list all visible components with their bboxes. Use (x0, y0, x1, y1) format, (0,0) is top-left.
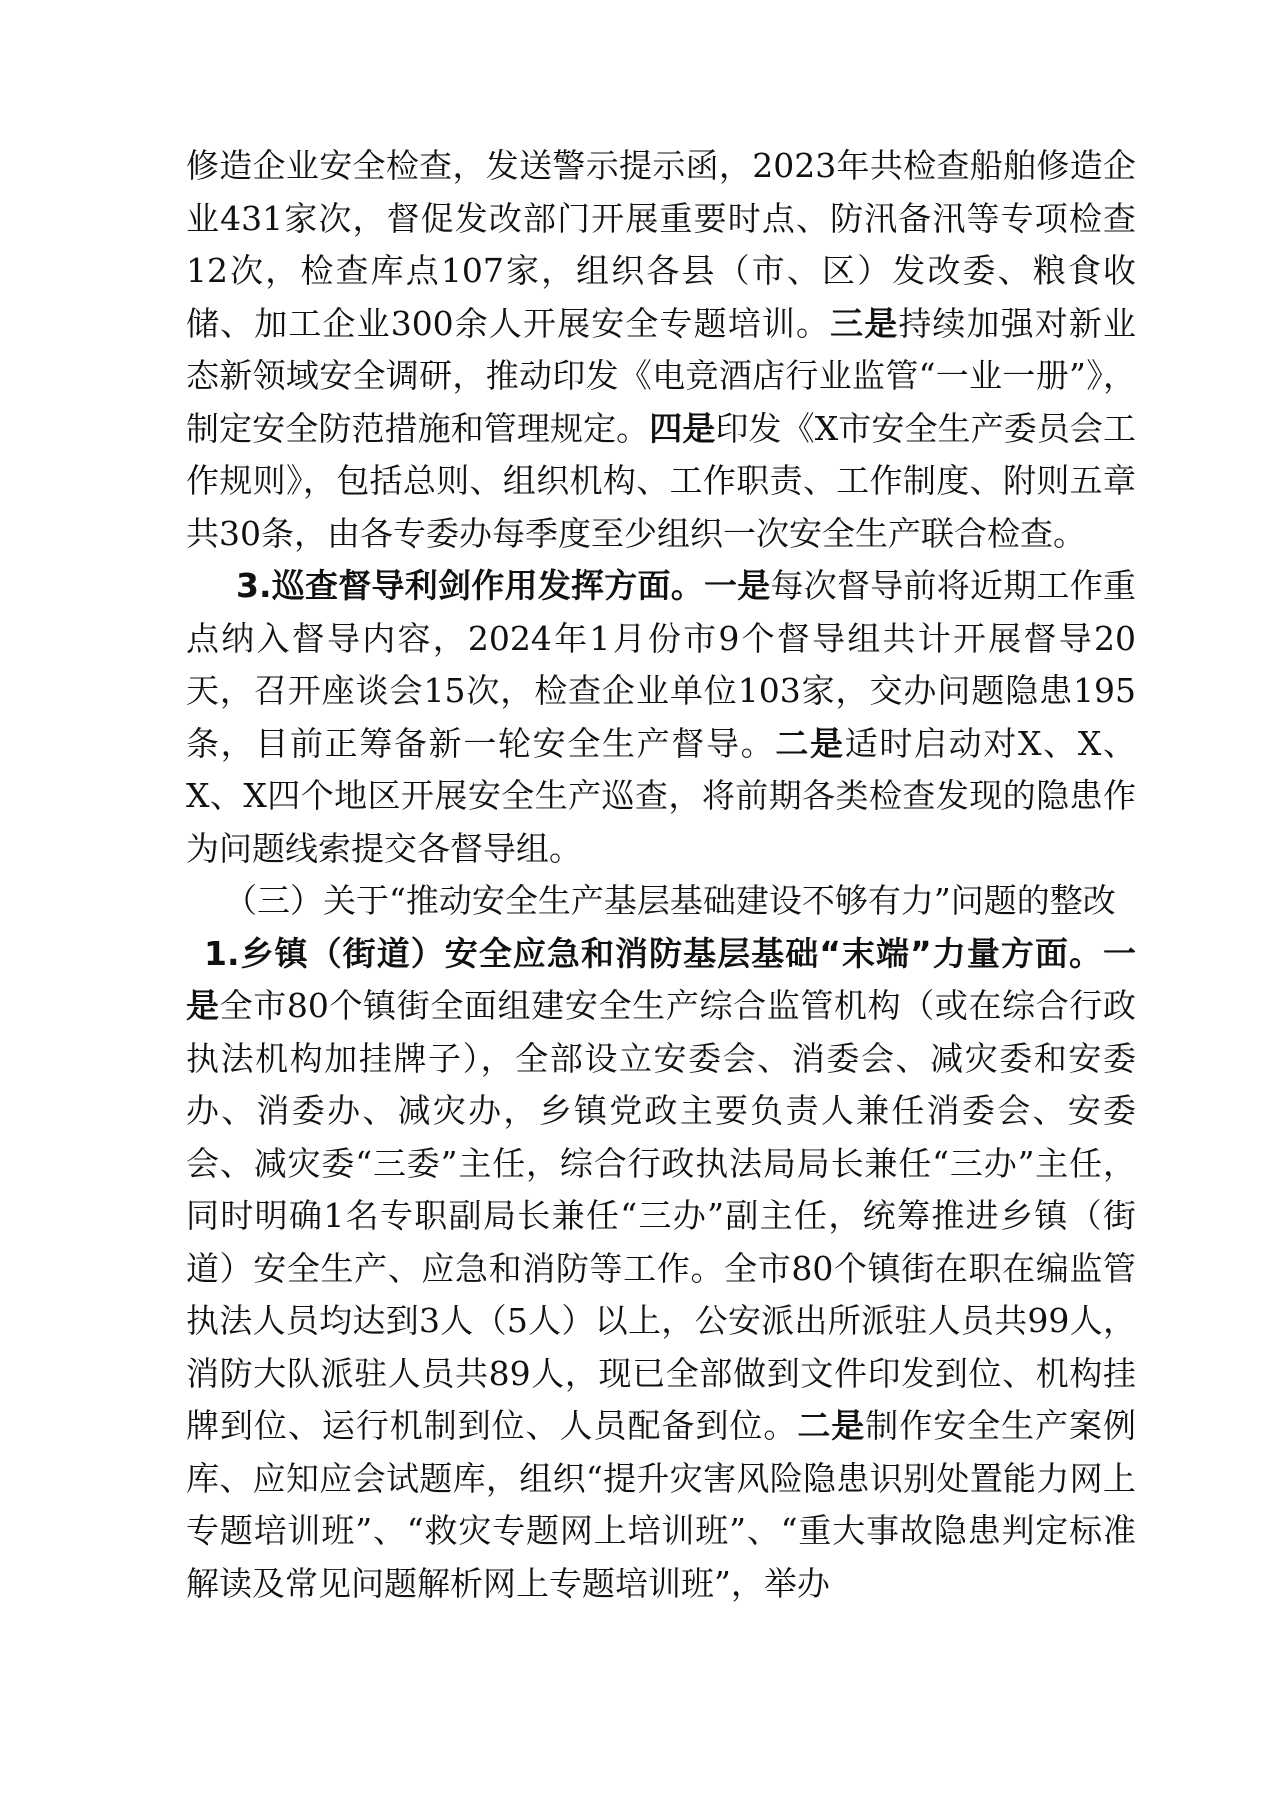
subsection-heading-3: 3.巡查督导利剑作用发挥方面。 (236, 566, 704, 605)
point-label-1: 一是 (186, 933, 1136, 1025)
paragraph-1-text-3: 印发《X市安全生产委员会工作规则》，包括总则、组织机构、工作职责、工作制度、附则五章共30条，由各专委办每季度至少组织一次安全生产联合检查。 (186, 408, 1137, 553)
point-label-4: 四是 (649, 408, 716, 448)
paragraph-1-text-1: 修造企业安全检查，发送警示提示函，2023年共检查船舶修造企业431家次，督促发改部门开展重要时点、防汛备汛等专项检查12次，检查库点107家，组织各县（市、区）发改委、粮食收储、加工企业300余人开展安全专题培训。 (186, 146, 1136, 343)
document-page (186, 140, 1136, 1610)
paragraph-3-text-1: 全市80个镇街全面组建安全生产综合监管机构（或在综合行政执法机构加挂牌子），全部设立安委会、消委会、减灾委和安委办、消委办、减灾办，乡镇党政主要负责人兼任消委会、安委会、减灾委“三委”主任，综合行政执法局局长兼任“三办”主任，同时明确1名专职副局长兼任“三办”副主任，统筹推进乡镇（街道）安全生产、应急和消防等工作。全市80个镇街在职在编监管执法人员均达到3人（5人）以上，公安派出所派驻人员共99人，消防大队派驻人员共89人，现已全部做到文件印发到位、机构挂牌到位、运行机制到位、人员配备到位。 (186, 986, 1137, 1445)
subsection-heading-1: 1.乡镇（街道）安全应急和消防基层基础“末端”力量方面。 (204, 933, 1103, 973)
paragraph-1 (186, 140, 1136, 560)
point-label-1: 一是 (704, 566, 771, 605)
point-label-2: 二是 (797, 1406, 866, 1445)
paragraph-3 (186, 928, 1136, 1611)
section-heading: （三）关于“推动安全生产基层基础建设不够有力”问题的整改 (224, 881, 1116, 920)
paragraph-1-text-2: 持续加强对新业态新领域安全调研，推动印发《电竞酒店行业监管“一业一册”》，制定安全防范措施和管理规定。 (186, 303, 1137, 448)
point-label-3: 三是 (830, 303, 899, 343)
point-label-2: 二是 (775, 723, 845, 763)
paragraph-2-text-1: 每次督导前将近期工作重点纳入督导内容，2024年1月份市9个督导组共计开展督导20天，召开座谈会15次，检查企业单位103家，交办问题隐患195条，目前正筹备新一轮安全生产督导。 (186, 566, 1136, 763)
paragraph-3-text-2: 制作安全生产案例库、应知应会试题库，组织“提升灾害风险隐患识别处置能力网上专题培训班”、“救灾专题网上培训班”、“重大事故隐患判定标准解读及常见问题解析网上专题培训班”，举办 (186, 1406, 1137, 1603)
paragraph-2-text-2: 适时启动对X、X、X、X四个地区开展安全生产巡查，将前期各类检查发现的隐患作为问题线索提交各督导组。 (186, 723, 1137, 868)
paragraph-2 (186, 560, 1136, 875)
